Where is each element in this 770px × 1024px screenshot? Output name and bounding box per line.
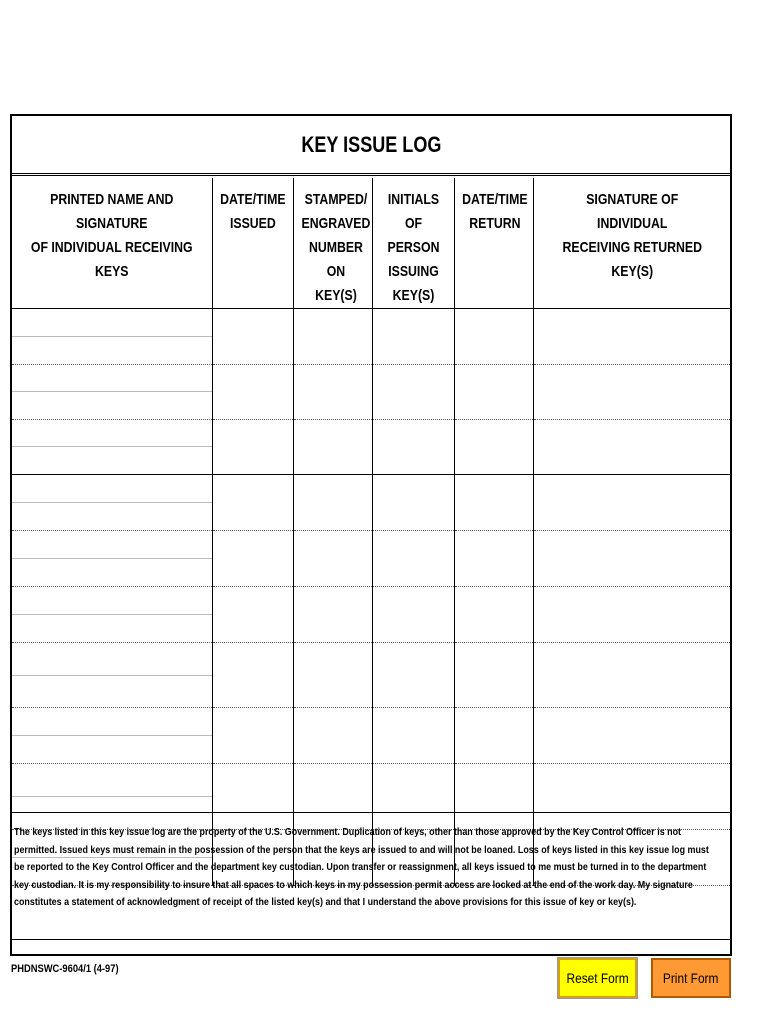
signature-line[interactable] xyxy=(12,392,212,419)
signature-line[interactable] xyxy=(12,736,212,763)
issuer-initials-field[interactable] xyxy=(372,365,454,420)
name-signature-field[interactable] xyxy=(12,708,212,764)
reset-form-button[interactable] xyxy=(558,958,637,998)
table-row xyxy=(12,643,730,708)
title-row xyxy=(12,116,730,176)
col-header-datetime-issued: DATE/TIME ISSUED xyxy=(212,178,293,309)
return-signature-field[interactable] xyxy=(533,643,730,708)
datetime-return-field[interactable] xyxy=(454,365,533,420)
signature-line[interactable] xyxy=(12,337,212,364)
datetime-return-field[interactable] xyxy=(454,531,533,587)
name-signature-field[interactable] xyxy=(12,420,212,475)
key-number-field[interactable] xyxy=(293,309,372,365)
printed-name-line[interactable] xyxy=(12,309,212,337)
table-row xyxy=(12,531,730,587)
issuer-initials-field[interactable] xyxy=(372,309,454,365)
name-signature-field[interactable] xyxy=(12,475,212,531)
return-signature-field[interactable] xyxy=(533,531,730,587)
col-header-datetime-return: DATE/TIME RETURN xyxy=(454,178,533,309)
name-signature-field[interactable] xyxy=(12,643,212,708)
table-row xyxy=(12,420,730,475)
key-number-field[interactable] xyxy=(293,365,372,420)
printed-name-line[interactable] xyxy=(12,475,212,503)
print-form-button[interactable] xyxy=(651,958,731,998)
issuer-initials-field[interactable] xyxy=(372,420,454,475)
datetime-issued-field[interactable] xyxy=(212,420,293,475)
table-row xyxy=(12,475,730,531)
signature-line[interactable] xyxy=(12,676,212,703)
datetime-issued-field[interactable] xyxy=(212,643,293,708)
name-signature-field[interactable] xyxy=(12,531,212,587)
col-header-name-signature: PRINTED NAME AND SIGNATURE OF INDIVIDUAL RECEIVING KEYS xyxy=(12,178,212,309)
print-form-label: Print Form xyxy=(663,970,719,986)
printed-name-line[interactable] xyxy=(12,587,212,615)
return-signature-field[interactable] xyxy=(533,708,730,764)
key-number-field[interactable] xyxy=(293,708,372,764)
printed-name-line[interactable] xyxy=(12,643,212,676)
return-signature-field[interactable] xyxy=(533,587,730,643)
key-number-field[interactable] xyxy=(293,587,372,643)
key-number-field[interactable] xyxy=(293,643,372,708)
form-title: KEY ISSUE LOG xyxy=(300,131,442,157)
table-row xyxy=(12,309,730,365)
name-signature-field[interactable] xyxy=(12,365,212,420)
printed-name-line[interactable] xyxy=(12,708,212,736)
return-signature-field[interactable] xyxy=(533,475,730,531)
reset-form-label: Reset Form xyxy=(566,970,629,986)
key-number-field[interactable] xyxy=(293,475,372,531)
signature-line[interactable] xyxy=(12,559,212,586)
datetime-return-field[interactable] xyxy=(454,587,533,643)
log-table xyxy=(12,178,730,886)
form-number: PHDNSWC-9604/1 (4-97) xyxy=(11,963,119,975)
key-number-field[interactable] xyxy=(293,531,372,587)
signature-line[interactable] xyxy=(12,615,212,642)
table-row xyxy=(12,587,730,643)
return-signature-field[interactable] xyxy=(533,365,730,420)
printed-name-line[interactable] xyxy=(12,420,212,447)
signature-line[interactable] xyxy=(12,447,212,474)
datetime-issued-field[interactable] xyxy=(212,309,293,365)
datetime-return-field[interactable] xyxy=(454,309,533,365)
issuer-initials-field[interactable] xyxy=(372,643,454,708)
table-row xyxy=(12,365,730,420)
col-header-key-number: STAMPED/ ENGRAVED NUMBER ON KEY(S) xyxy=(293,178,372,309)
printed-name-line[interactable] xyxy=(12,365,212,392)
acknowledgment-notice xyxy=(12,812,730,940)
return-signature-field[interactable] xyxy=(533,309,730,365)
return-signature-field[interactable] xyxy=(533,420,730,475)
name-signature-field[interactable] xyxy=(12,587,212,643)
datetime-return-field[interactable] xyxy=(454,708,533,764)
datetime-issued-field[interactable] xyxy=(212,531,293,587)
datetime-return-field[interactable] xyxy=(454,420,533,475)
table-row xyxy=(12,708,730,764)
datetime-issued-field[interactable] xyxy=(212,587,293,643)
issuer-initials-field[interactable] xyxy=(372,531,454,587)
key-number-field[interactable] xyxy=(293,420,372,475)
datetime-return-field[interactable] xyxy=(454,475,533,531)
issuer-initials-field[interactable] xyxy=(372,708,454,764)
datetime-issued-field[interactable] xyxy=(212,475,293,531)
datetime-issued-field[interactable] xyxy=(212,708,293,764)
notice-text: The keys listed in this key issue log are the property of the U.S. Government. Duplication of keys, other than those approved by the Key Control Officer is not permitted. Issued keys must remain in the possession of the person that the keys are issued to and will not be loaned. Loss of keys listed in this key issue log must be reported to the Key Control Officer and the department key custodian. Upon transfer or reassignment, all keys issued to me must be turned in to the department key custodian. It is my responsibility to insure that all spaces to which keys in my possession permit access are locked at the end of the work day. My signature constitutes a statement of acknowledgment of receipt of the listed key(s) and that I understand the above provisions for this issue of key or key(s). xyxy=(14,826,709,908)
header-row xyxy=(12,178,730,309)
name-signature-field[interactable] xyxy=(12,309,212,365)
signature-line[interactable] xyxy=(12,503,212,530)
col-header-return-signature: SIGNATURE OF INDIVIDUAL RECEIVING RETURNED KEY(S) xyxy=(533,178,730,309)
col-header-issuer-initials: INITIALS OF PERSON ISSUING KEY(S) xyxy=(372,178,454,309)
printed-name-line[interactable] xyxy=(12,764,212,797)
issuer-initials-field[interactable] xyxy=(372,587,454,643)
printed-name-line[interactable] xyxy=(12,531,212,559)
datetime-issued-field[interactable] xyxy=(212,365,293,420)
datetime-return-field[interactable] xyxy=(454,643,533,708)
key-issue-log-form xyxy=(10,114,732,956)
issuer-initials-field[interactable] xyxy=(372,475,454,531)
